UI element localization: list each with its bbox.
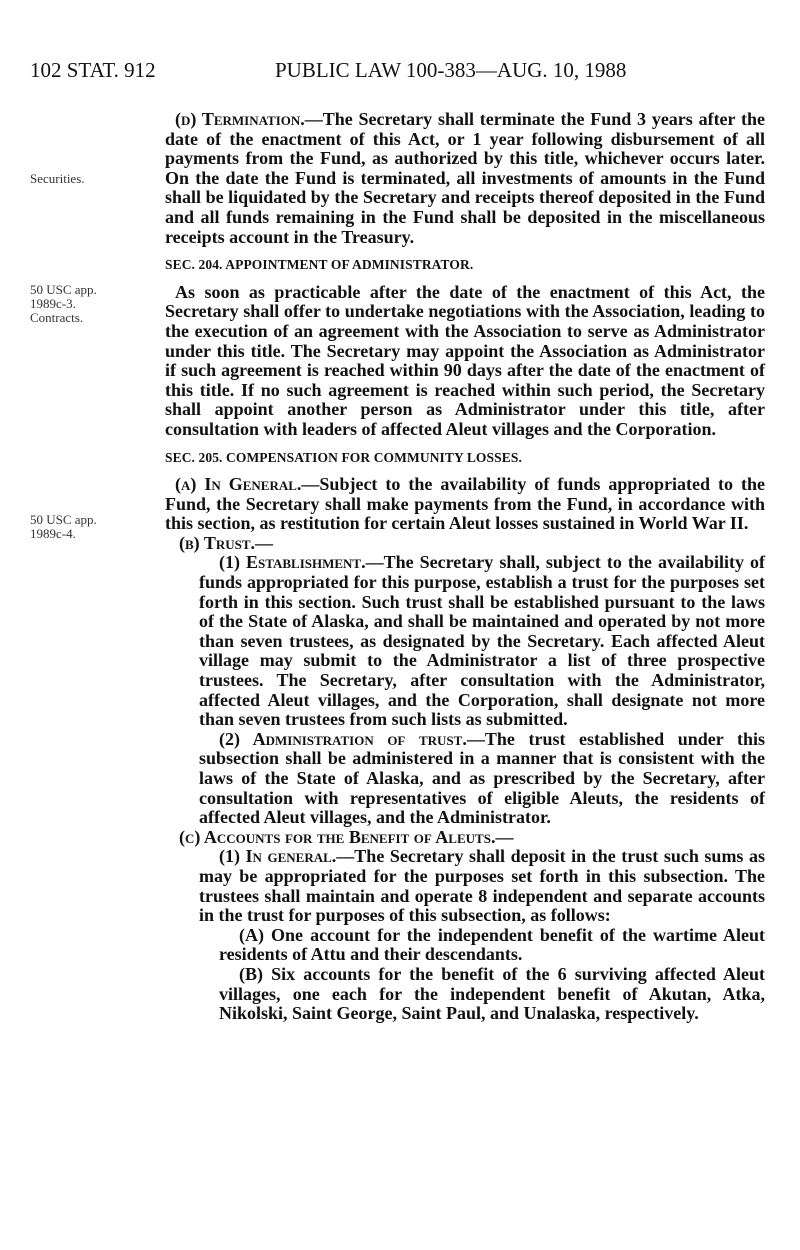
subsection-heading: (a) In General. bbox=[175, 474, 302, 495]
paragraph-heading: (1) In general. bbox=[219, 846, 337, 867]
margin-note-line: 50 USC app. bbox=[30, 282, 97, 297]
paragraph-text: —The Secretary shall deposit in the trust such sums as may be appropriated for the purposes set forth in this subsection. The trustees shall maintain and operate 8 independent and separate accounts in the trust for purposes of this subsection, as follows: bbox=[199, 846, 766, 926]
subsection-heading: (b) Trust. bbox=[179, 532, 256, 553]
margin-note-line: 1989c-4. bbox=[30, 526, 76, 541]
section-205-heading: SEC. 205. COMPENSATION FOR COMMUNITY LOSSES. bbox=[165, 449, 522, 465]
section-204-text: As soon as practicable after the date of the enactment of this Act, the Secretary shall offer to undertake negotiations with the Association, leading to the execution of an agreement with the Association to serve as Administrator under this title. The Secretary may appoint the Association as Administrator if such agreement is reached within 90 days after the date of the enactment of this title. If no such agreement is reached within such period, the Secretary shall appoint another person as Administrator under this title, after consultation with leaders of affected Aleut villages and the Corporation. bbox=[165, 281, 765, 439]
stat-page-number: 102 STAT. 912 bbox=[30, 58, 156, 82]
margin-note-securities bbox=[30, 172, 150, 186]
margin-note-line: 50 USC app. bbox=[30, 512, 97, 527]
subsection-heading: (c) Accounts for the Benefit of Aleuts. bbox=[179, 826, 496, 847]
margin-note-line: 1989c-3. bbox=[30, 296, 76, 311]
margin-note-sec205 bbox=[30, 513, 150, 541]
subsection-text: —The Secretary shall terminate the Fund 3 years after the date of the enactment of this Act, or 1 year following disbursement of all payments from the Fund, as authorized by this title, whichever occurs later. On the date the Fund is terminated, all investments of amounts in the Fund shall be liquidated by the Secretary and receipts thereof deposited in the Fund and all funds remaining in the Fund shall be deposited in the miscellaneous receipts account in the Treasury. bbox=[165, 109, 765, 247]
paragraph-heading: (1) Establishment. bbox=[219, 552, 366, 573]
clause-c1-A: (A) One account for the independent benefit of the wartime Aleut residents of Attu and their descendants. bbox=[219, 924, 765, 965]
paragraph-text: —The Secretary shall, subject to the availability of funds appropriated for this purpose, establish a trust for the purposes set forth in this section. Such trust shall be established pursuant to the laws of the State of Alaska, and shall be maintained and operated by not more than seven trustees, as designated by the Secretary. Each affected Aleut village may submit to the Administrator a list of three prospective trustees. The Secretary, after consultation with the Administrator, affected Aleut villages, and the Corporation, shall designate not more than seven trustees from such lists as submitted. bbox=[199, 552, 766, 730]
paragraph-text: —The trust established under this subsection shall be administered in a manner that is consistent with the laws of the State of Alaska, and as prescribed by the Secretary, after consultation with representatives of eligible Aleuts, the residents of affected Aleut villages, and the Administrator. bbox=[199, 728, 765, 828]
paragraph-b2-administration bbox=[199, 730, 765, 828]
subsection-c-accounts bbox=[179, 828, 765, 848]
section-204-heading: SEC. 204. APPOINTMENT OF ADMINISTRATOR. bbox=[165, 257, 474, 273]
subsection-d-termination bbox=[165, 110, 765, 247]
margin-note-line: Contracts. bbox=[30, 310, 84, 325]
clause-c1-B: (B) Six accounts for the benefit of the 6 surviving affected Aleut villages, one each for the independent benefit of Akutan, Atka, Nikolski, Saint George, Saint Paul, and Unalaska, respectively. bbox=[219, 963, 765, 1024]
document-body bbox=[165, 110, 765, 1024]
subsection-text: —Subject to the availability of funds appropriated to the Fund, the Secretary shall make payments from the Fund, in accordance with this section, as restitution for certain Aleut losses sustained in World War II. bbox=[165, 474, 765, 534]
subsection-text: — bbox=[255, 532, 274, 553]
margin-note-line: Securities. bbox=[30, 171, 85, 186]
law-citation-date: PUBLIC LAW 100-383—AUG. 10, 1988 bbox=[275, 58, 627, 82]
paragraph-c1-in-general bbox=[199, 847, 765, 925]
paragraph-b1-establishment bbox=[199, 553, 765, 729]
subsection-text: — bbox=[495, 826, 514, 847]
subsection-b-trust bbox=[179, 534, 765, 554]
page-header bbox=[30, 58, 770, 88]
paragraph-heading: (2) Administration of trust. bbox=[219, 728, 467, 749]
subsection-heading: (d) Termination. bbox=[175, 109, 305, 129]
subsection-a-in-general bbox=[165, 475, 765, 534]
margin-note-sec204 bbox=[30, 283, 150, 325]
